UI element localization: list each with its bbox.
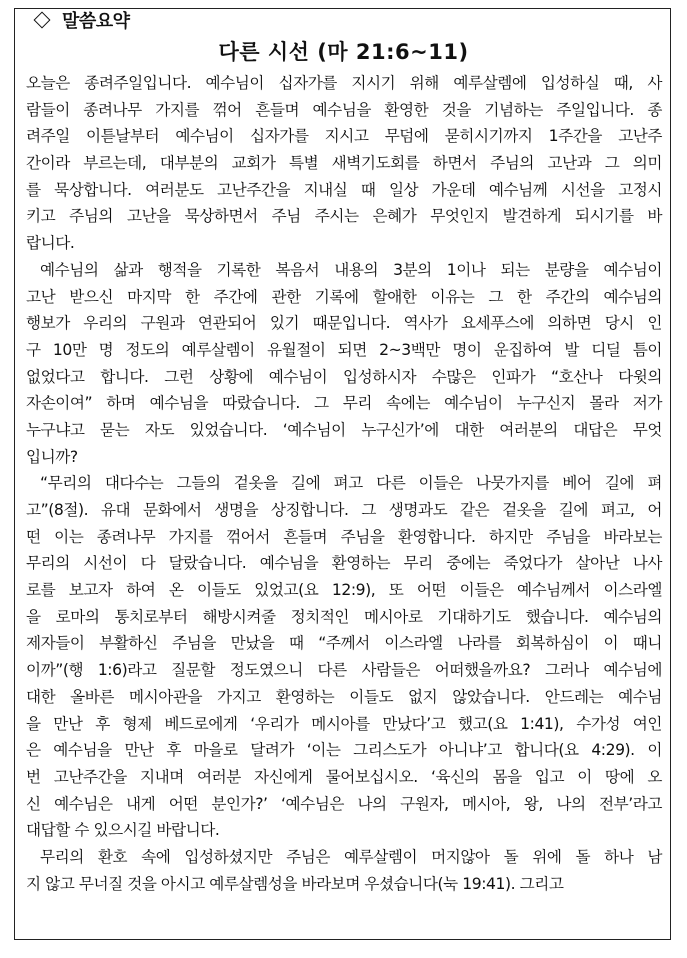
text-line: 이까”(행 1:6)라고 질문할 정도였으니 다른 사람들은 어떠했을까요? 그러나 예수님에 — [26, 661, 662, 680]
text-line: 고난 받으신 마지막 한 주간에 관한 기록에 할애한 이유는 그 한 주간의 예수님의 — [26, 287, 662, 306]
text-line: 은 예수님을 만난 후 마을로 달려가 ‘이는 그리스도가 아니냐’고 합니다(요 4:29). 이 — [26, 741, 662, 760]
text-line: 간이라 부르는데, 대부분의 교회가 특별 새벽기도회를 하면서 주님의 고난과 그 의미 — [26, 154, 662, 173]
text-line: 을 만난 후 형제 베드로에게 ‘우리가 메시아를 만났다’고 했고(요 1:41), 수가성 여인 — [26, 714, 662, 733]
text-line: 행보가 우리의 구원과 연관되어 있기 때문입니다. 역사가 요세푸스에 의하면 당시 인 — [26, 314, 662, 333]
text-line: 자손이여” 하며 예수님을 따랐습니다. 그 무리 속에는 예수님이 누구신지 몰라 저가 — [26, 394, 662, 413]
text-line: 구 10만 명 정도의 예루살렘이 유월절이 되면 2~3백만 명이 운집하여 발 디딜 틈이 — [26, 340, 662, 359]
text-line: 키고 주님의 고난을 묵상하면서 주님 주시는 은혜가 무엇인지 발견하게 되시기를 바 — [26, 207, 662, 226]
text-line: 대답할 수 있으시길 바랍니다. — [26, 821, 220, 840]
text-line: 람들이 종려나무 가지를 꺾어 흔들며 예수님을 환영한 것을 기념하는 주일입니다. 종 — [26, 100, 662, 119]
text-line: 입니까? — [26, 447, 78, 466]
section-header — [32, 7, 130, 33]
text-line: 오늘은 종려주일입니다. 예수님이 십자가를 지시기 위해 예루살렘에 입성하실 때, 사 — [26, 74, 662, 92]
text-line: 무리의 환호 속에 입성하셨지만 주님은 예루살렘이 머지않아 돌 위에 돌 하나 남 — [40, 847, 662, 866]
diamond-outline-icon — [34, 12, 51, 29]
section-header-label: 말씀요약 — [62, 11, 130, 32]
text-line: 로를 보고자 하여 온 이들도 있었고(요 12:9), 또 어떤 이들은 예수님께서 이스라엘 — [26, 581, 662, 600]
text-line: 예수님의 삶과 행적을 기록한 복음서 내용의 3분의 1이나 되는 분량을 예수님이 — [40, 260, 662, 279]
text-line: 번 고난주간을 지내며 여러분 자신에게 물어보십시오. ‘육신의 몸을 입고 이 땅에 오 — [26, 767, 662, 786]
text-line: 고”(8절). 유대 문화에서 생명을 상징합니다. 그 생명과도 같은 겉옷을 길에 펴고, 어 — [26, 501, 662, 519]
text-line: 대한 올바른 메시아관을 가지고 환영하는 이들도 없지 않았습니다. 안드레는 예수님 — [26, 687, 662, 706]
text-line: 려주일 이튿날부터 예수님이 십자가를 지시고 무덤에 묻히시기까지 1주간을 고난주 — [26, 127, 662, 146]
sermon-body — [26, 70, 662, 897]
text-line: 신 예수님은 내게 어떤 분인가?’ ‘예수님은 나의 구원자, 메시아, 왕, 나의 전부’라고 — [26, 794, 662, 813]
text-line: 를 묵상합니다. 여러분도 고난주간을 지내실 때 일상 가운데 예수님께 시선을 고정시 — [26, 180, 662, 199]
text-line: 을 로마의 통치로부터 해방시켜줄 정치적인 메시아로 기대하기도 했습니다. 예수님의 — [26, 607, 662, 626]
sermon-title: 다른 시선 (마 21:6~11) — [218, 40, 469, 64]
text-line: 무리의 시선이 다 달랐습니다. 예수님을 환영하는 무리 중에는 죽었다가 살아난 나사 — [26, 554, 662, 573]
text-line: 누구냐고 묻는 자도 있었습니다. ‘예수님이 누구신가’에 대한 여러분의 대답은 무엇 — [26, 420, 662, 439]
text-line: 없었다고 합니다. 그런 상황에 예수님이 입성하시자 수많은 인파가 “호산나 다윗의 — [26, 367, 662, 386]
text-line: 제자들이 부활하신 주님을 만났을 때 “주께서 이스라엘 나라를 회복하심이 이 때니 — [26, 634, 662, 653]
text-line: 랍니다. — [26, 234, 75, 253]
text-line: 지 않고 무너질 것을 아시고 예루살렘성을 바라보며 우셨습니다(눅 19:41). 그리고 — [26, 874, 564, 893]
text-line: 떤 이는 종려나무 가지를 꺾어서 흔들며 주님을 환영합니다. 하지만 주님을 바라보는 — [26, 527, 662, 546]
text-line: “무리의 대다수는 그들의 겉옷을 길에 펴고 다른 이들은 나뭇가지를 베어 길에 펴 — [40, 474, 662, 493]
